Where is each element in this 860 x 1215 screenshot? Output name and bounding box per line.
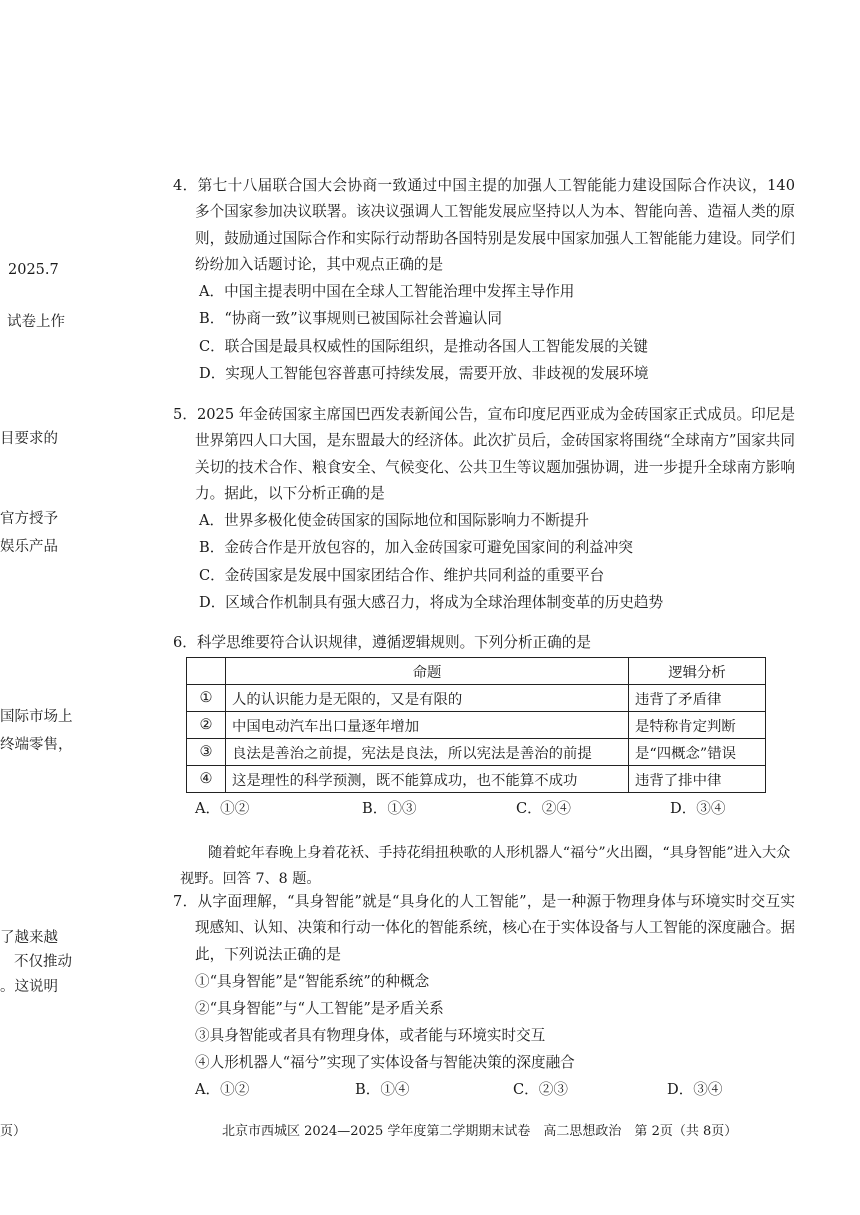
- table-cell-analysis: 是特称肯定判断: [629, 712, 766, 739]
- table-cell-proposition: 这是理性的科学预测，既不能算成功，也不能算不成功: [226, 766, 629, 793]
- table-cell-analysis: 违背了排中律: [629, 766, 766, 793]
- margin-exam-note: 试卷上作: [7, 314, 65, 330]
- table-row: [187, 712, 766, 739]
- question-6: [173, 630, 795, 823]
- table-header-cell: [187, 658, 226, 685]
- table-cell-proposition: 良法是善治之前提，宪法是良法，所以宪法是善治的前提: [226, 739, 629, 766]
- question-7-statement: ④人形机器人“福兮”实现了实体设备与智能决策的深度融合: [195, 1053, 575, 1071]
- question-7-statement: ①“具身智能”是“智能系统”的种概念: [195, 972, 430, 990]
- margin-page-fragment: 页）: [0, 1124, 27, 1139]
- question-7-option-a: A．①②: [195, 1080, 250, 1098]
- question-6-option-d: D．③④: [670, 800, 726, 818]
- questions-7-8-intro: 随着蛇年春晚上身着花袄、手持花绢扭秧歌的人形机器人“福兮”火出圈，“具身智能”进入大众视野。回答 7、8 题。: [180, 845, 791, 887]
- table-header-cell: 命题: [226, 658, 629, 685]
- table-row: [187, 685, 766, 712]
- page-footer: 北京市西城区 2024—2025 学年度第二学期期末试卷 高二思想政治 第 2页（共 8页）: [222, 1124, 738, 1139]
- question-4-option-b: B．“协商一致”议事规则已被国际社会普遍认同: [199, 310, 502, 328]
- table-row: [187, 766, 766, 793]
- table-cell-num: ②: [187, 712, 226, 739]
- question-7: [173, 889, 795, 1104]
- question-4-option-d: D．实现人工智能包容普惠可持续发展，需要开放、非歧视的发展环境: [199, 365, 649, 383]
- margin-fragment: 娱乐产品: [0, 539, 58, 555]
- question-7-option-c: C．②③: [513, 1080, 568, 1098]
- question-5-option-c: C．金砖国家是发展中国家团结合作、维护共同利益的重要平台: [199, 566, 605, 584]
- logic-analysis-table: [186, 657, 766, 793]
- question-6-option-c: C．②④: [516, 800, 571, 818]
- question-6-options: [173, 795, 795, 823]
- margin-fragment: 了越来越: [0, 930, 58, 946]
- table-cell-analysis: 是“四概念”错误: [629, 739, 766, 766]
- question-5: [173, 402, 795, 616]
- question-7-option-b: B．①④: [355, 1080, 410, 1098]
- question-6-option-b: B．①③: [362, 800, 417, 818]
- margin-fragment: 终端零售，: [0, 737, 73, 753]
- question-7-stem: 7．从字面理解，“具身智能”就是“具身化的人工智能”，是一种源于物理身体与环境实时交互实现感知、认知、决策和行动一体化的智能系统，核心在于实体设备与人工智能的深度融合。据此，下列说法正确的是: [173, 893, 795, 963]
- table-header-cell: 逻辑分析: [629, 658, 766, 685]
- question-7-option-d: D．③④: [667, 1080, 723, 1098]
- question-5-stem: 5．2025 年金砖国家主席国巴西发表新闻公告，宣布印度尼西亚成为金砖国家正式成员。印尼是世界第四人口大国，是东盟最大的经济体。此次扩员后，金砖国家将围绕“全球南方”国家共同关切的技术合作、粮食安全、气候变化、公共卫生等议题加强协调，进一步提升全球南方影响力。据此，以下分析正确的是: [173, 406, 795, 502]
- table-cell-num: ③: [187, 739, 226, 766]
- question-5-option-b: B．金砖合作是开放包容的，加入金砖国家可避免国家间的利益冲突: [199, 539, 633, 557]
- question-7-statement: ③具身智能或者具有物理身体，或者能与环境实时交互: [195, 1026, 546, 1044]
- margin-fragment: 目要求的: [0, 431, 58, 447]
- question-5-option-a: A．世界多极化使金砖国家的国际地位和国际影响力不断提升: [199, 512, 589, 530]
- table-cell-proposition: 中国电动汽车出口量逐年增加: [226, 712, 629, 739]
- margin-fragment: 不仅推动: [14, 954, 72, 970]
- question-4: [173, 173, 795, 387]
- question-4-stem: 4．第七十八届联合国大会协商一致通过中国主提的加强人工智能能力建设国际合作决议，140 多个国家参加决议联署。该决议强调人工智能发展应坚持以人为本、智能向善、造福人类的原则，鼓励通过国际合作和实际行动帮助各国特别是发展中国家加强人工智能能力建设。同学们纷纷加入话题讨论，其中观点正确的是: [173, 177, 795, 273]
- question-5-option-d: D．区域合作机制具有强大感召力，将成为全球治理体制变革的历史趋势: [199, 594, 664, 612]
- margin-fragment: 。这说明: [0, 979, 58, 995]
- table-cell-analysis: 违背了矛盾律: [629, 685, 766, 712]
- table-header-row: [187, 658, 766, 685]
- table-cell-num: ①: [187, 685, 226, 712]
- question-6-stem: 6．科学思维要符合认识规律，遵循逻辑规则。下列分析正确的是: [173, 634, 591, 651]
- table-cell-num: ④: [187, 766, 226, 793]
- table-cell-proposition: 人的认识能力是无限的，又是有限的: [226, 685, 629, 712]
- question-4-option-c: C．联合国是最具权威性的国际组织，是推动各国人工智能发展的关键: [199, 337, 648, 355]
- question-7-statement: ②“具身智能”与“人工智能”是矛盾关系: [195, 999, 444, 1017]
- question-7-options: [173, 1076, 795, 1104]
- margin-fragment: 国际市场上: [0, 709, 73, 725]
- table-row: [187, 739, 766, 766]
- margin-date: 2025.7: [8, 262, 59, 278]
- margin-fragment: 官方授予: [0, 511, 58, 527]
- question-6-option-a: A．①②: [195, 800, 250, 818]
- question-4-option-a: A．中国主提表明中国在全球人工智能治理中发挥主导作用: [199, 283, 575, 301]
